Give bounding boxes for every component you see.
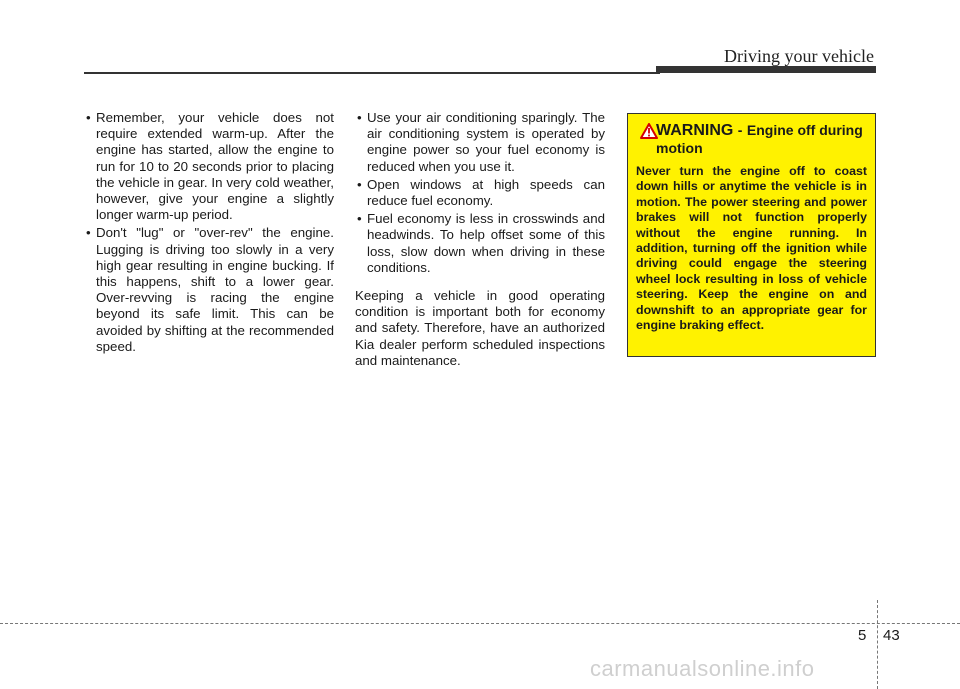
bullet-list (355, 110, 605, 276)
page-number: 43 (883, 627, 900, 644)
warning-triangle-icon (640, 123, 658, 139)
bullet-item: • Open windows at high speeds can reduce fuel economy. (355, 177, 605, 209)
watermark: carmanualsonline.info (590, 656, 815, 681)
warning-label: WARNING (656, 122, 734, 139)
bullet-item: • Use your air conditioning sparingly. The air conditioning system is operated by engine power so your fuel economy is reduced when you use it. (355, 110, 605, 175)
maintenance-paragraph: Keeping a vehicle in good operating condition is important both for economy and safety. Therefore, have an authorized Kia dealer perform scheduled inspections and maintenance. (355, 288, 605, 368)
warning-header (636, 122, 867, 158)
warning-dash: - (737, 122, 743, 138)
section-title: Driving your vehicle (724, 46, 874, 66)
text-column-left (84, 110, 334, 357)
header-rule-thick (656, 66, 876, 73)
warning-body: Never turn the engine off to coast down hills or anytime the vehicle is in motion. The power steering and power brakes will not function properly without the engine running. In addition, turning off the ignition while driving could engage the steering wheel lock resulting in loss of vehicle steering. Keep the engine on and downshift to an appropriate gear for engine braking effect. (636, 164, 867, 333)
text-column-middle (355, 110, 605, 382)
footer-divider (877, 600, 878, 689)
bullet-item: • Remember, your vehicle does not require extended warm-up. After the engine has started, allow the engine to run for 10 to 20 seconds prior to placing the vehicle in gear. In very cold weather, however, give your engine a slightly longer warm-up period. (84, 110, 334, 223)
bullet-item: • Don't "lug" or "over-rev" the engine. Lugging is driving too slowly in a very high gear resulting in engine bucking. If this happens, shift to a lower gear. Over-revving is racing the engine beyond its safe limit. This can be avoided by shifting at the recommended speed. (84, 225, 334, 355)
warning-box (627, 113, 876, 357)
chapter-number: 5 (858, 627, 867, 644)
bullet-item: • Fuel economy is less in crosswinds and headwinds. To help offset some of this loss, slow down when driving in these conditions. (355, 211, 605, 276)
bullet-list (84, 110, 334, 355)
header-rule (84, 72, 660, 74)
footer-rule (0, 623, 960, 624)
warning-subtitle: Engine off during motion (656, 122, 863, 156)
